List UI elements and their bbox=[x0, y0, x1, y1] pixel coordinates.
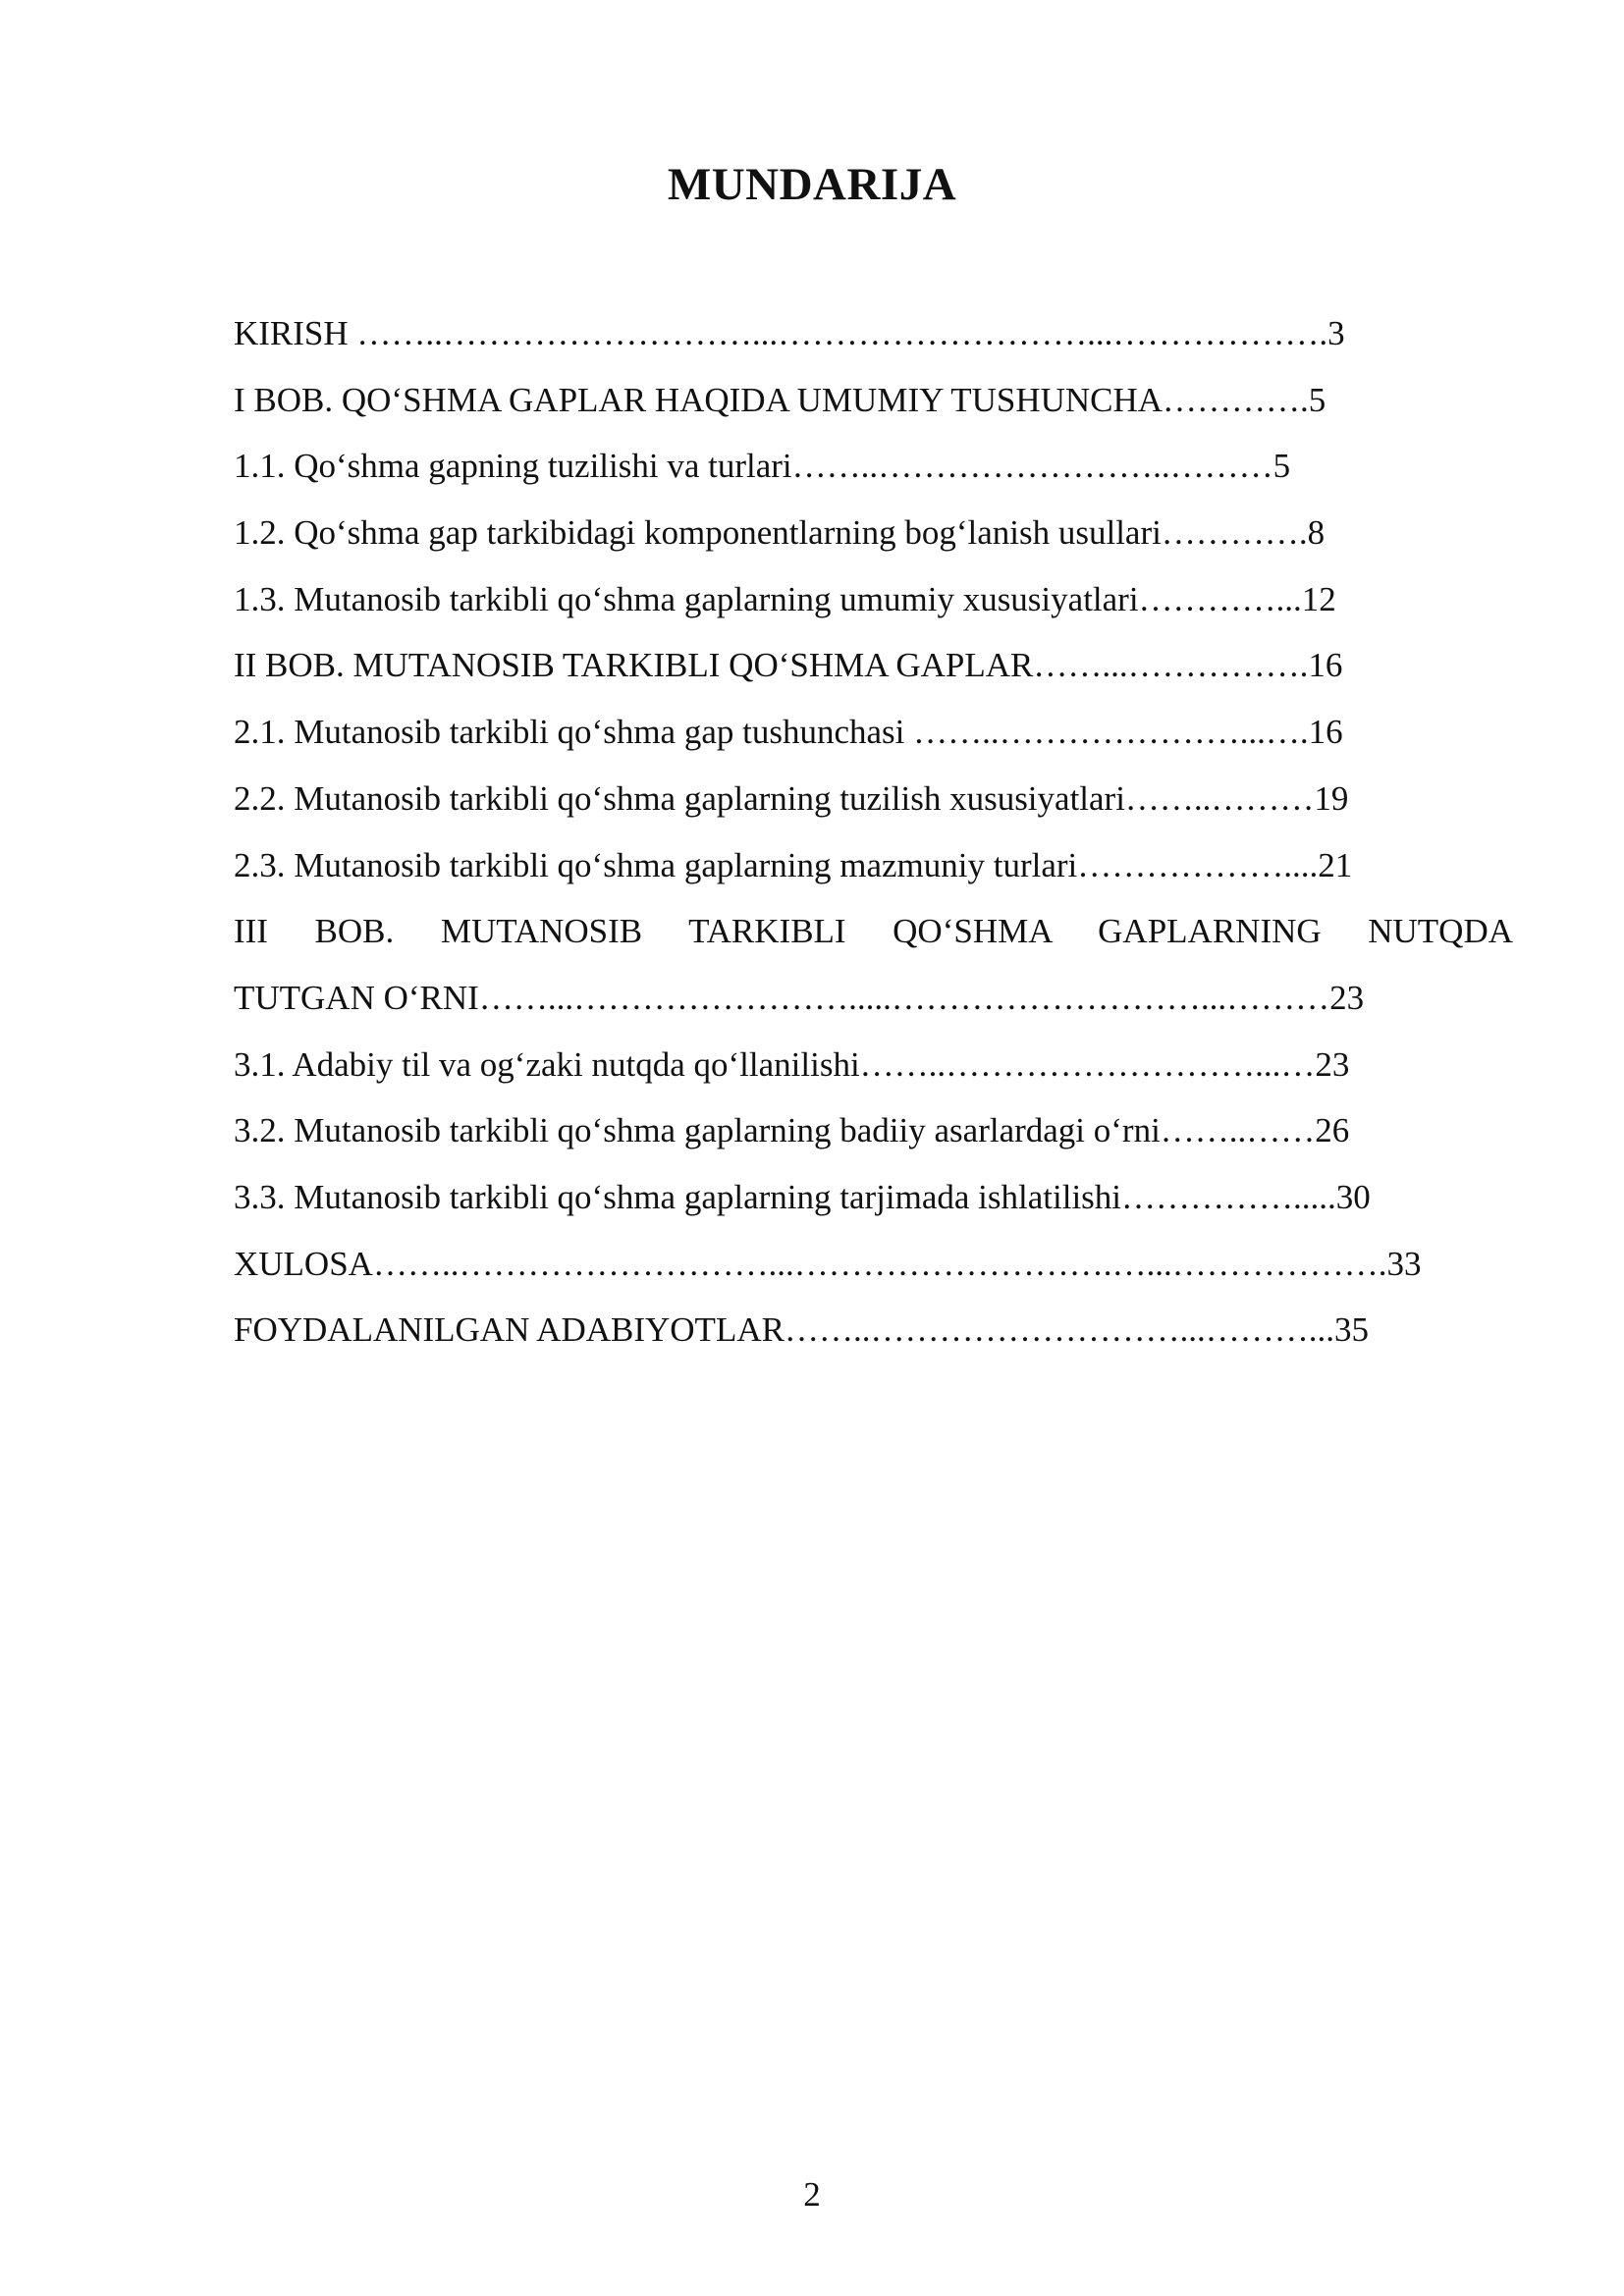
toc-entry-chapter-3: III BOB. MUTANOSIB TARKIBLI QO‘SHMA GAPLARNING NUTQDA bbox=[234, 912, 1513, 951]
toc-entry-1-2: 1.2. Qo‘shma gap tarkibidagi komponentlarning bog‘lanish usullari………….8 bbox=[234, 513, 1326, 553]
toc-entry-3-2: 3.2. Mutanosib tarkibli qo‘shma gaplarning badiiy asarlardagi o‘rni……..……26 bbox=[234, 1111, 1350, 1150]
toc-entry-1-1: 1.1. Qo‘shma gapning tuzilishi va turlari……..……………………..………5 bbox=[234, 447, 1291, 486]
toc-entry-3-3: 3.3. Mutanosib tarkibli qo‘shma gaplarning tarjimada ishlatilishi…………….....30 bbox=[234, 1177, 1371, 1216]
toc-entry-3-1: 3.1. Adabiy til va og‘zaki nutqda qo‘llanilishi……..………………………...…23 bbox=[234, 1044, 1350, 1084]
page-title: MUNDARIJA bbox=[667, 159, 957, 210]
toc-entry-2-2: 2.2. Mutanosib tarkibli qo‘shma gaplarning tuzilish xususiyatlari……..………19 bbox=[234, 778, 1349, 818]
toc-entry-chapter-1: I BOB. QO‘SHMA GAPLAR HAQIDA UMUMIY TUSHUNCHA………….5 bbox=[234, 380, 1326, 419]
table-of-contents bbox=[234, 300, 1513, 1363]
toc-entry-1-3: 1.3. Mutanosib tarkibli qo‘shma gaplarning umumiy xususiyatlari…………...12 bbox=[234, 579, 1336, 618]
page-number: 2 bbox=[803, 2175, 821, 2214]
toc-entry-2-1: 2.1. Mutanosib tarkibli qo‘shma gap tushunchasi ……..…………………...….16 bbox=[234, 713, 1343, 752]
toc-entry-kirish: KIRISH ……..………………………...………………………...……………….3 bbox=[234, 314, 1345, 352]
toc-entry-2-3: 2.3. Mutanosib tarkibli qo‘shma gaplarning mazmuniy turlari………………....21 bbox=[234, 845, 1353, 884]
toc-entry-references: FOYDALANILGAN ADABIYOTLAR……..………………………...………...35 bbox=[234, 1310, 1369, 1350]
toc-entry-chapter-2: II BOB. MUTANOSIB TARKIBLI QO‘SHMA GAPLAR……...…………….16 bbox=[234, 646, 1343, 685]
toc-entry-chapter-3-continued: TUTGAN O‘RNI……...…………………….....………………………...………23 bbox=[234, 978, 1365, 1017]
toc-entry-xulosa: XULOSA……..………………………...……………………….…...……………….33 bbox=[234, 1244, 1422, 1283]
